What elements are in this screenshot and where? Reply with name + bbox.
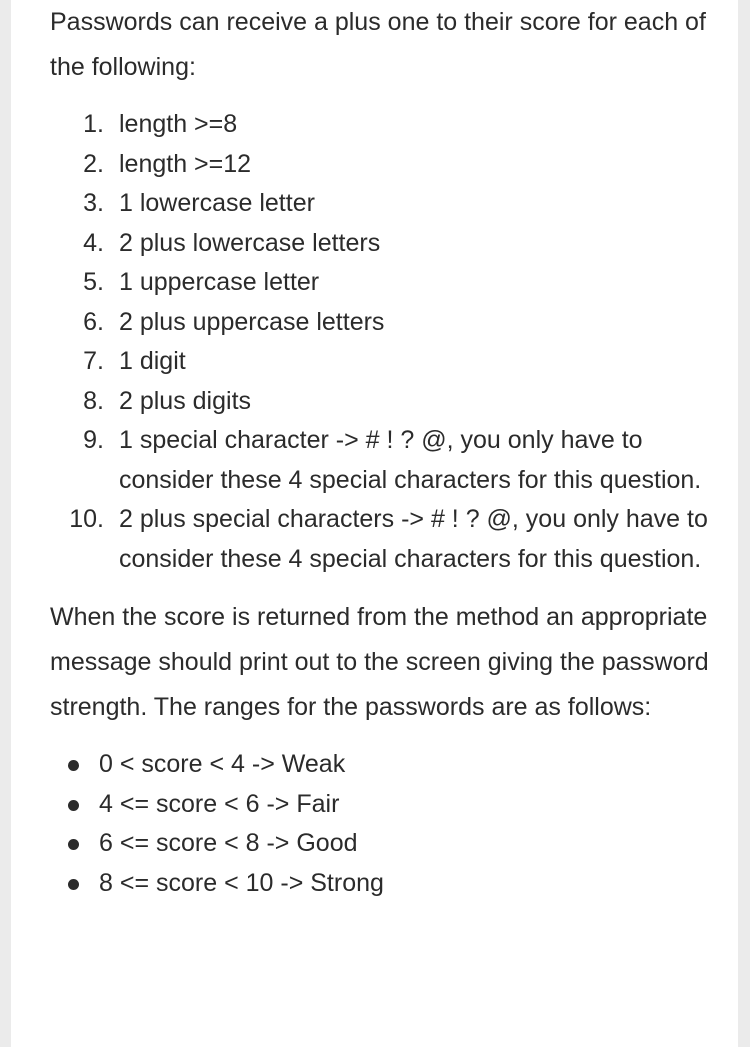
list-item-text: 2 plus lowercase letters bbox=[119, 228, 381, 257]
list-number: 2. bbox=[83, 149, 104, 178]
intro-paragraph: Passwords can receive a plus one to their score for each of the following: bbox=[50, 8, 706, 81]
list-item-text: 2 plus digits bbox=[119, 386, 252, 415]
list-item-text: 2 plus special characters -> # ! ? @, you only have to consider these 4 special characters for this question. bbox=[119, 505, 708, 573]
list-item bbox=[50, 382, 710, 422]
list-item bbox=[50, 342, 710, 382]
range-text: 6 <= score < 8 -> Good bbox=[99, 829, 358, 857]
range-text: 8 <= score < 10 -> Strong bbox=[99, 868, 384, 897]
list-number: 10. bbox=[69, 505, 104, 533]
list-item bbox=[50, 145, 710, 185]
bullet-icon bbox=[68, 800, 79, 811]
list-item-text: 1 lowercase letter bbox=[119, 189, 315, 217]
score-ranges-list bbox=[50, 745, 710, 903]
bullet-icon bbox=[68, 839, 79, 850]
list-number: 9. bbox=[83, 426, 104, 454]
list-item bbox=[50, 303, 710, 343]
list-number: 1. bbox=[83, 110, 104, 138]
document-content bbox=[50, 0, 710, 903]
list-item-text: length >=8 bbox=[119, 110, 238, 138]
list-number: 6. bbox=[83, 307, 104, 336]
bullet-icon bbox=[68, 879, 79, 890]
list-item-text: 1 digit bbox=[119, 347, 186, 375]
list-number: 4. bbox=[83, 228, 104, 257]
document-page bbox=[11, 0, 738, 1047]
bullet-icon bbox=[68, 760, 79, 771]
list-item-text: length >=12 bbox=[119, 149, 252, 178]
list-item bbox=[50, 421, 710, 500]
list-item-text: 1 uppercase letter bbox=[119, 268, 320, 296]
list-item bbox=[50, 500, 710, 579]
range-text: 0 < score < 4 -> Weak bbox=[99, 750, 346, 778]
list-item bbox=[50, 785, 710, 825]
list-item bbox=[50, 224, 710, 264]
list-item bbox=[50, 824, 710, 864]
list-item bbox=[50, 864, 710, 904]
list-item bbox=[50, 745, 710, 785]
range-text: 4 <= score < 6 -> Fair bbox=[99, 789, 340, 818]
list-item bbox=[50, 105, 710, 145]
list-item bbox=[50, 184, 710, 224]
list-number: 5. bbox=[83, 268, 104, 296]
list-item-text: 2 plus uppercase letters bbox=[119, 307, 385, 336]
list-item bbox=[50, 263, 710, 303]
scoring-criteria-list bbox=[50, 105, 710, 579]
list-number: 3. bbox=[83, 189, 104, 217]
ranges-intro-paragraph: When the score is returned from the method an appropriate message should print out to the screen giving the password strength. The ranges for the passwords are as follows: bbox=[50, 603, 709, 721]
list-item-text: 1 special character -> # ! ? @, you only have to consider these 4 special characters for this question. bbox=[119, 426, 702, 494]
list-number: 7. bbox=[83, 347, 104, 375]
list-number: 8. bbox=[83, 386, 104, 415]
